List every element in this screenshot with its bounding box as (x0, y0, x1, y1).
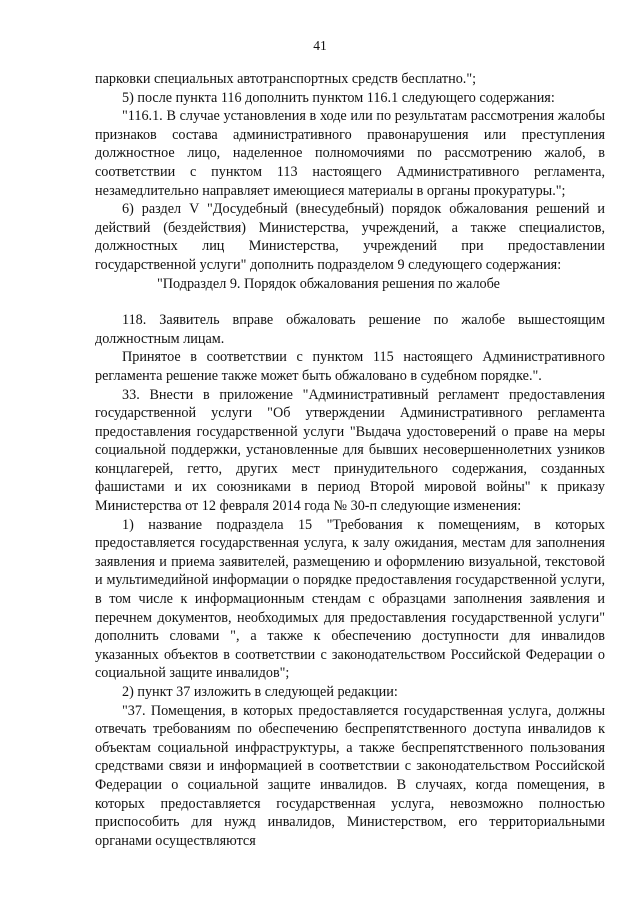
page-number: 41 (313, 38, 327, 53)
paragraph: 5) после пункта 116 дополнить пунктом 116.1 следующего содержания: (122, 89, 555, 106)
paragraph: 6) раздел V "Досудебный (внесудебный) порядок обжалования решений и действий (бездействия) Министерства, учреждений, а также специалистов, должностных лиц Министерства, учреждений при предоставлении государственной услуги" дополнить подразделом 9 следующего содержания: (95, 201, 605, 273)
paragraph: "37. Помещения, в которых предоставляется государственная услуга, должны отвечать требованиям по обеспечению беспрепятственного доступа инвалидов к объектам социальной инфраструктуры, а также беспрепятственного пользования средствами связи и информацией в соответствии с законодательством Российской Федерации о социальной защите инвалидов. В случаях, когда помещения, в которых предоставляется государственная услуга, невозможно полностью приспособить для нужд инвалидов, Министерством, его территориальными органами осуществляются (95, 702, 605, 849)
paragraph: "Подраздел 9. Порядок обжалования решения по жалобе (157, 275, 500, 292)
paragraph: 33. Внести в приложение "Административный регламент предоставления государственной услуги "Об утверждении Административного регламента предоставления государственной услуги "Выдача удостоверений о праве на меры социальной поддержки, установленные для бывших несовершеннолетних узников концлагерей, гетто, других мест принудительного содержания, созданных фашистами и их союзниками в период Второй мировой войны" к приказу Министерства от 12 февраля 2014 года № 30-п следующие изменения: (95, 386, 605, 515)
paragraph: Принятое в соответствии с пунктом 115 настоящего Административного регламента решение также может быть обжаловано в судебном порядке.". (95, 349, 605, 384)
paragraph: 2) пункт 37 изложить в следующей редакции: (122, 684, 398, 700)
paragraph: "116.1. В случае установления в ходе или по результатам рассмотрения жалобы признаков состава административного правонарушения или преступления должностное лицо, наделенное полномочиями по рассмотрению жалоб, в соответствии с пунктом 113 настоящего Административного регламента, незамедлительно направляет имеющиеся материалы в органы прокуратуры."; (95, 108, 605, 199)
paragraph: 1) название подраздела 15 "Требования к помещениям, в которых предоставляется государственная услуга, к залу ожидания, местам для заполнения заявления и приема заявителей, размещению и оформлению визуальной, текстовой и мультимедийной информации о порядке предоставления государственной услуги, в том числе к информационным стендам с образцами заполнения заявления и перечнем документов, необходимых для предоставления государственной услуги" дополнить словами ", а также к обеспечению доступности для инвалидов указанных объектов в соответствии с законодательством Российской Федерации о социальной защите инвалидов"; (95, 516, 605, 682)
paragraph: парковки специальных автотранспортных средств бесплатно."; (95, 71, 477, 87)
paragraph: 118. Заявитель вправе обжаловать решение по жалобе вышестоящим должностным лицам. (95, 312, 605, 347)
document-body (95, 70, 605, 850)
